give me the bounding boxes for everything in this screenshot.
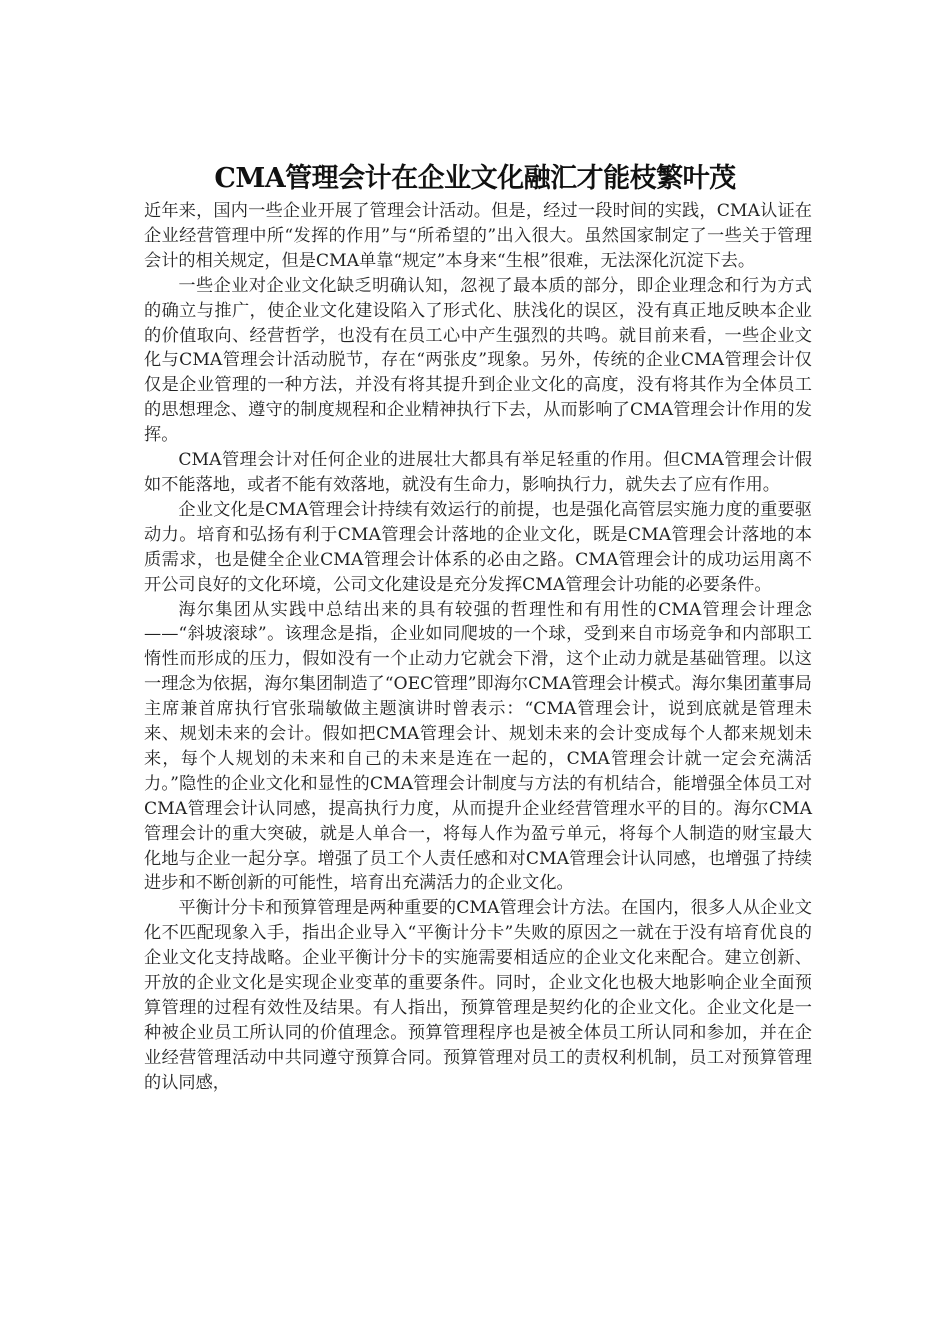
paragraph-3: CMA管理会计对任何企业的进展壮大都具有举足轻重的作用。但CMA管理会计假如不能落地，或者不能有效落地，就没有生命力，影响执行力，就失去了应有作用。 — [144, 450, 812, 495]
paragraph-2: 一些企业对企业文化缺乏明确认知，忽视了最本质的部分，即企业理念和行为方式的确立与推广，使企业文化建设陷入了形式化、肤浅化的误区，没有真正地反映本企业的价值取向、经营哲学，也没有在员工心中产生强烈的共鸣。就目前来看，一些企业文化与CMA管理会计活动脱节，存在“两张皮”现象。另外，传统的企业CMA管理会计仅仅是企业管理的一种方法，并没有将其提升到企业文化的高度，没有将其作为全体员工的思想理念、遵守的制度规程和企业精神执行下去，从而影响了CMA管理会计作用的发挥。 — [144, 275, 812, 446]
paragraph-1: 近年来，国内一些企业开展了管理会计活动。但是，经过一段时间的实践，CMA认证在企业经营管理中所“发挥的作用”与“所希望的”出入很大。虽然国家制定了一些关于管理会计的相关规定，但是CMA单靠“规定”本身来“生根”很难，无法深化沉淀下去。 — [144, 201, 812, 271]
document-title: CMA管理会计在企业文化融汇才能枝繁叶茂 — [214, 163, 736, 194]
paragraph-6: 平衡计分卡和预算管理是两种重要的CMA管理会计方法。在国内，很多人从企业文化不匹配现象入手，指出企业导入“平衡计分卡”失败的原因之一就在于没有培育优良的企业文化支持战略。企业平衡计分卡的实施需要相适应的企业文化来配合。建立创新、开放的企业文化是实现企业变革的重要条件。同时，企业文化也极大地影响企业全面预算管理的过程有效性及结果。有人指出，预算管理是契约化的企业文化。企业文化是一种被企业员工所认同的价值理念。预算管理程序也是被全体员工所认同和参加，并在企业经营管理活动中共同遵守预算合同。预算管理对员工的责权利机制，员工对预算管理的认同感， — [144, 898, 812, 1093]
paragraph-4: 企业文化是CMA管理会计持续有效运行的前提，也是强化高管层实施力度的重要驱动力。培育和弘扬有利于CMA管理会计落地的企业文化，既是CMA管理会计落地的本质需求，也是健全企业CMA管理会计体系的必由之路。CMA管理会计的成功运用离不开公司良好的文化环境，公司文化建设是充分发挥CMA管理会计功能的必要条件。 — [144, 499, 812, 595]
document-body — [144, 199, 812, 1096]
paragraph-5: 海尔集团从实践中总结出来的具有较强的哲理性和有用性的CMA管理会计理念——“斜坡滚球”。该理念是指，企业如同爬坡的一个球，受到来自市场竞争和内部职工惰性而形成的压力，假如没有一个止动力它就会下滑，这个止动力就是基础管理。以这一理念为依据，海尔集团制造了“OEC管理”即海尔CMA管理会计模式。海尔集团董事局主席兼首席执行官张瑞敏做主题演讲时曾表示：“CMA管理会计，说到底就是管理未来、规划未来的会计。假如把CMA管理会计、规划未来的会计变成每个人都来规划未来，每个人规划的未来和自己的未来是连在一起的，CMA管理会计就一定会充满活力。”隐性的企业文化和显性的CMA管理会计制度与方法的有机结合，能增强全体员工对CMA管理会计认同感，提高执行力度，从而提升企业经营管理水平的目的。海尔CMA管理会计的重大突破，就是人单合一，将每人作为盈亏单元，将每个人制造的财宝最大化地与企业一起分享。增强了员工个人责任感和对CMA管理会计认同感，也增强了持续进步和不断创新的可能性，培育出充满活力的企业文化。 — [144, 599, 812, 894]
